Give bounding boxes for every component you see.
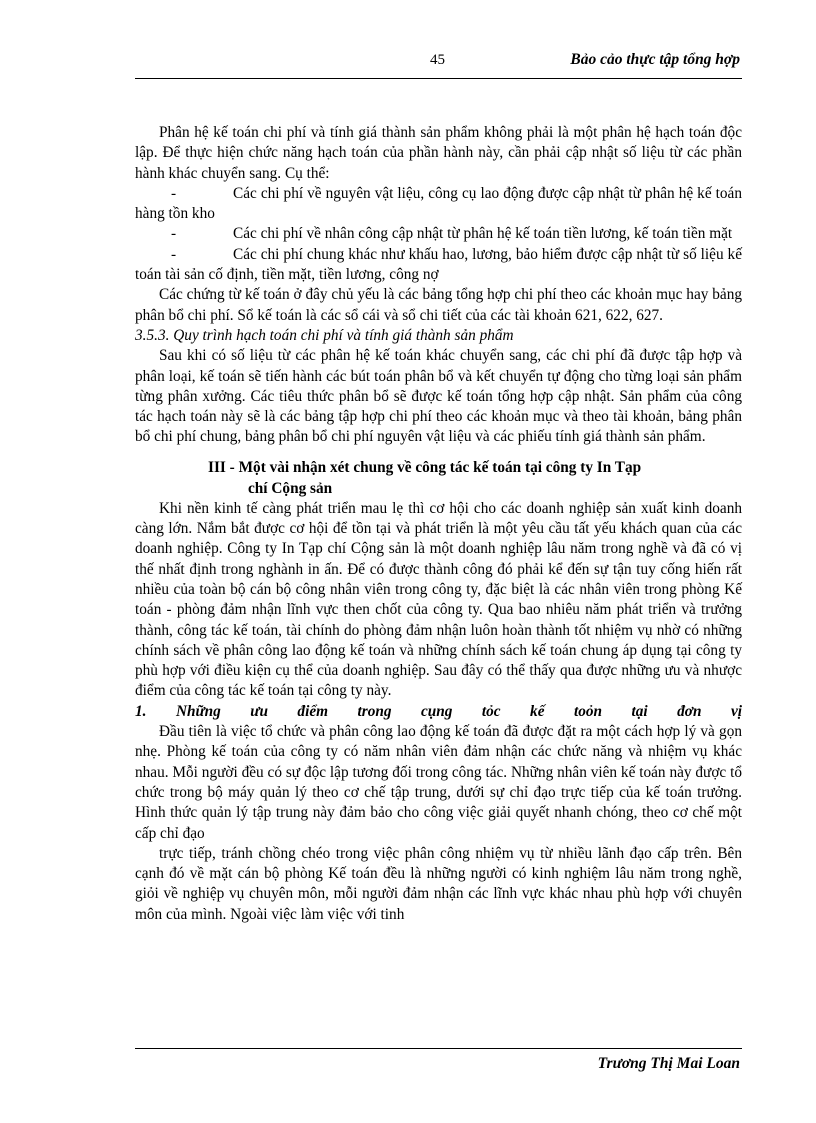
bullet-item-materials xyxy=(135,184,742,225)
paragraph-advantages: Đầu tiên là việc tổ chức và phân công lao động kế toán đã được đặt ra một cách hợp lý và gọn nhẹ. Phòng kế toán của công ty có năm nhân viên đảm nhận các chức năng và nhiệm vụ khác nhau. Mỗi người đều có sự độc lập tương đối trong công tác. Những nhân viên kế toán này được tổ chức trong bộ máy quản lý theo cơ chế tập trung, dưới sự chỉ đạo trực tiếp của kế toán trưởng. Hình thức quản lý tập trung này đảm bảo cho công việc giải quyết nhanh chóng, theo cơ chế một cấp chỉ đạo xyxy=(135,723,742,842)
bullet-dash: - xyxy=(171,184,177,202)
bullet-dash: - xyxy=(171,225,177,243)
bullet-item-overhead xyxy=(135,245,742,286)
paragraph-process: Sau khi có số liệu từ các phân hệ kế toán khác chuyển sang, các chi phí đã được tập hợp và phân loại, kế toán sẽ tiến hành các bút toán phân bổ và kết chuyển tự động cho từng loại sản phẩm từng phân xưởng. Các tiêu thức phân bổ sẽ được kế toán tổng hợp cập nhật. Sản phẩm của công tác hạch toán này sẽ là các bảng tập hợp chi phí theo các khoản mục và theo tài khoản, bảng phân bổ chi phí chung, bảng phân bổ chi phí nguyên vật liệu và các phiếu tính giá thành sản phẩm. xyxy=(135,347,742,446)
page-number: 45 xyxy=(430,52,445,68)
paragraph-advantages-continued: trực tiếp, tránh chồng chéo trong việc phân công nhiệm vụ từ nhiều lãnh đạo cấp trên. Bên cạnh đó về mặt cán bộ phòng Kế toán đều là những người có kinh nghiệm lâu năm trong nghề, giỏi về nghiệp vụ chuyên môn, mỗi người đảm nhận các lĩnh vực khác nhau phù hợp với chuyên môn của mình. Ngoài việc làm việc với tinh xyxy=(135,844,742,923)
bullet-dash: - xyxy=(171,245,177,263)
paragraph-intro: Phân hệ kế toán chi phí và tính giá thành sản phẩm không phải là một phân hệ hạch toán độc lập. Để thực hiện chức năng hạch toán của phần hành này, cần phải cập nhật số liệu từ các phần hành khác chuyển sang. Cụ thể: xyxy=(135,124,742,182)
document-body xyxy=(135,123,742,925)
author-name: Trương Thị Mai Loan xyxy=(597,1055,740,1072)
section-heading-line2: chí Cộng sản xyxy=(248,479,333,497)
bullet-text: Các chi phí chung khác như khấu hao, lương, bảo hiểm được cập nhật từ số liệu kế toán tài sản cố định, tiền mặt, tiền lương, công nợ xyxy=(135,245,742,284)
report-title: Bảo cảo thực tập tổng hợp xyxy=(570,51,740,68)
bullet-text: Các chi phí về nguyên vật liệu, công cụ lao động được cập nhật từ phân hệ kế toán hàng tồn kho xyxy=(135,184,742,223)
footer-divider xyxy=(135,1048,742,1049)
section-heading xyxy=(135,457,742,499)
bullet-item-labor xyxy=(135,224,742,244)
subsection-heading: 3.5.3. Quy trình hạch toán chi phí và tính giá thành sản phẩm xyxy=(135,326,514,344)
section-heading-line1: III - Một vài nhận xét chung về công tác kế toán tại công ty In Tạp xyxy=(208,458,642,476)
bullet-text: Các chi phí về nhân công cập nhật từ phân hệ kế toán tiền lương, kế toán tiền mặt xyxy=(233,225,733,243)
numbered-heading: 1. Những ưu điểm trong cụng tỏc kế toỏn tại đơn vị xyxy=(135,702,742,720)
header-divider xyxy=(135,78,742,79)
paragraph-documents: Các chứng từ kế toán ở đây chủ yếu là các bảng tổng hợp chi phí theo các khoản mục hay bảng phân bổ chi phí. Sổ kế toán là các sổ cái và sổ chi tiết của các tài khoản 621, 622, 627. xyxy=(135,286,742,324)
paragraph-overview: Khi nền kinh tế càng phát triển mau lẹ thì cơ hội cho các doanh nghiệp sản xuất kinh doanh càng lớn. Nắm bắt được cơ hội để tồn tại và phát triển là một yêu cầu tất yếu khách quan của các doanh nghiệp. Công ty In Tạp chí Cộng sản là một doanh nghiệp lâu năm trong nghề và đã có vị thế nhất định trong nghành in ấn. Để có được thành công đó phải kể đến sự tận tuy cống hiến rất nhiều của toàn bộ cán bộ công nhân viên trong công ty, đặc biệt là các nhân viên trong phòng Kế toán - phòng đảm nhận lĩnh vực then chốt của công ty. Qua bao nhiêu năm phát triển và trưởng thành, công tác kế toán, tài chính do phòng đảm nhận luôn hoàn thành tốt nhiệm vụ nhờ có những chính sách về phân công lao động kế toán và những chính sách kế toán chung áp dụng tại công ty phù hợp với điều kiện cụ thể của doanh nghiệp. Sau đây có thể thấy qua được những ưu và nhược điểm của công tác kế toán tại công ty này. xyxy=(135,499,742,700)
